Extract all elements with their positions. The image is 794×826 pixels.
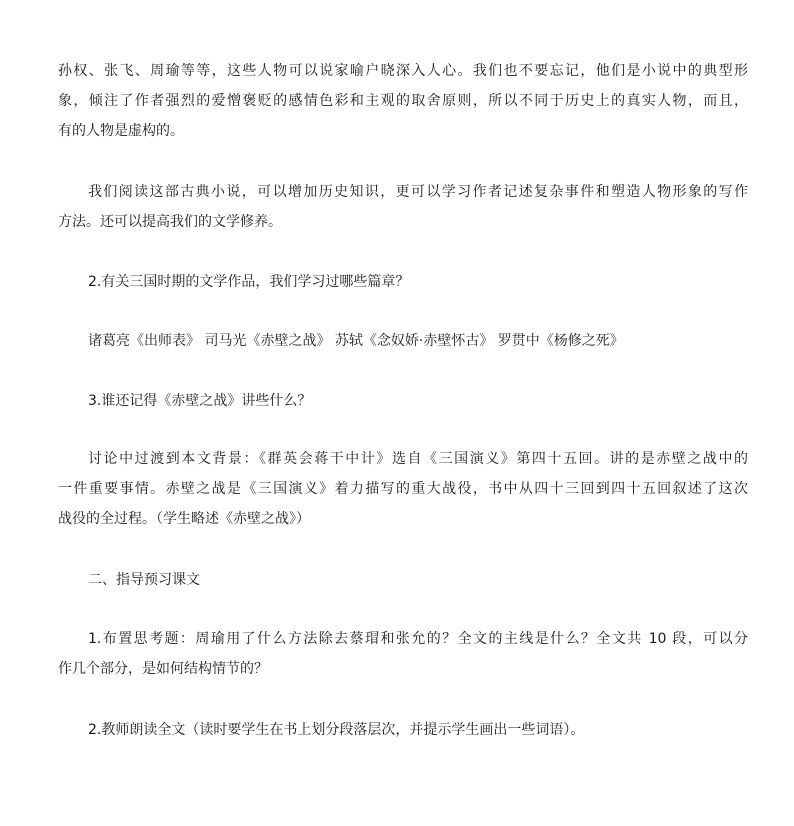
section-heading (58, 565, 748, 595)
paragraph-question-3 (58, 386, 748, 416)
text-line: 2.有关三国时期的文学作品，我们学习过哪些篇章？ (88, 274, 410, 290)
text-line: 战役的全过程。（学生略述《赤壁之战》） (58, 511, 310, 527)
text-line: 方法。还可以提高我们的文学修养。 (58, 214, 282, 230)
text-line: 讨论中过渡到本文背景：《群英会蒋干中计》选自《三国演义》第四十五回。讲的是赤壁之战中的 (88, 451, 748, 467)
text-line: 2.教师朗读全文（读时要学生在书上划分段落层次，并提示学生画出一些词语）。 (88, 722, 585, 738)
paragraph-question-2 (58, 267, 748, 297)
text-line: 象，倾注了作者强烈的爱憎褒贬的感情色彩和主观的取舍原则，所以不同于历史上的真实人物，而且， (58, 93, 748, 109)
text-line: 二、指导预习课文 (88, 572, 200, 588)
text-line: 有的人物是虚构的。 (58, 123, 184, 139)
text-line: 作几个部分，是如何结构情节的？ (58, 661, 268, 677)
text-line: 诸葛亮《出师表》 司马光《赤壁之战》 苏轼《念奴娇·赤壁怀古》 罗贯中《杨修之死》 (88, 333, 624, 349)
paragraph-task-1 (58, 624, 748, 684)
text-line: 3.谁还记得《赤壁之战》讲些什么？ (88, 393, 312, 409)
text-line: 一件重要事情。赤壁之战是《三国演义》着力描写的重大战役，书中从四十三回到四十五回叙述了这次 (58, 481, 748, 497)
text-line: 1.布置思考题：周瑜用了什么方法除去蔡瑁和张允的？全文的主线是什么？全文共 10 段，可以分 (88, 631, 748, 647)
text-line: 我们阅读这部古典小说，可以增加历史知识，更可以学习作者记述复杂事件和塑造人物形象的写作 (88, 184, 748, 200)
paragraph-reading-value (58, 177, 748, 237)
paragraph-discussion (58, 444, 748, 534)
paragraph-task-2 (58, 715, 748, 745)
paragraph-intro-characters (58, 56, 748, 146)
paragraph-answer-2 (58, 326, 748, 356)
text-line: 孙权、张飞、周瑜等等，这些人物可以说家喻户晓深入人心。我们也不要忘记，他们是小说中的典型形 (58, 63, 748, 79)
